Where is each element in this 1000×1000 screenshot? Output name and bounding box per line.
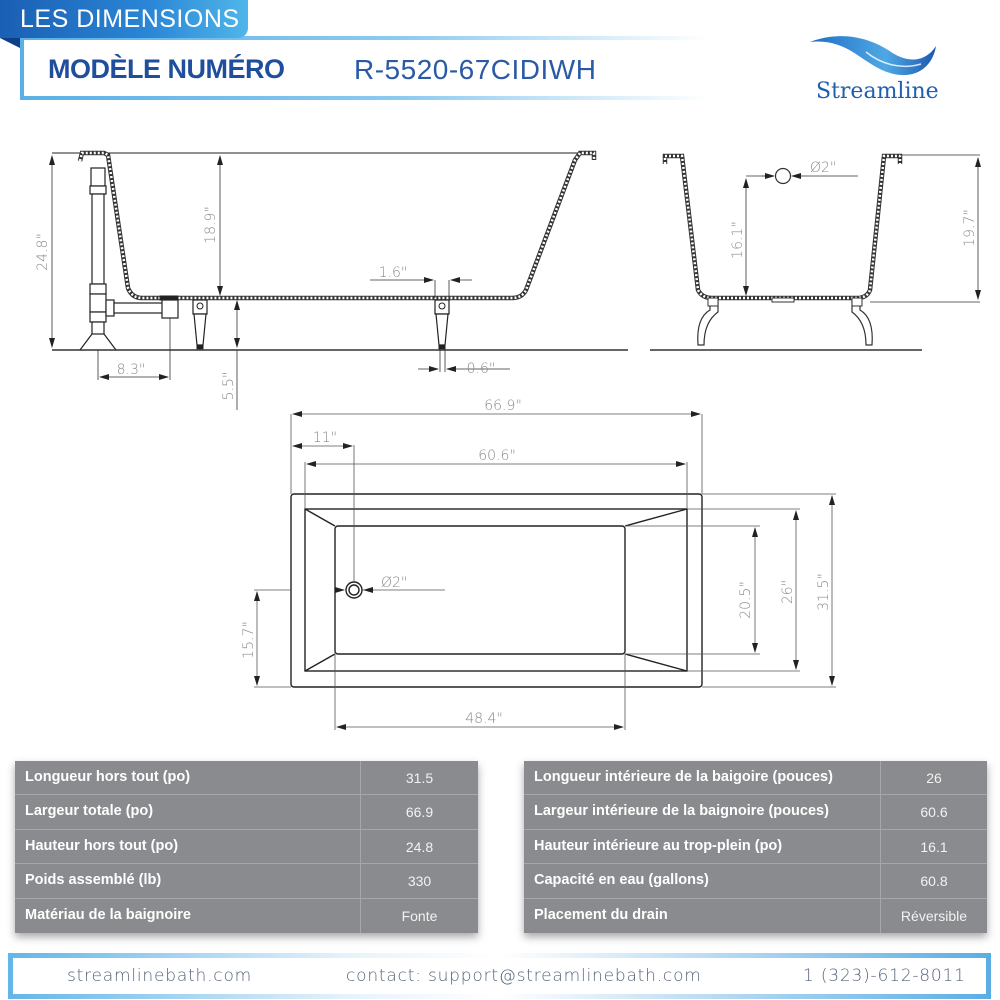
model-label: MODÈLE NUMÉRO <box>48 54 285 84</box>
dim-drain-diameter: Ø2" <box>381 575 408 591</box>
table-row <box>524 864 987 898</box>
spec-label: Placement du drain <box>524 899 881 933</box>
table-row <box>524 899 987 933</box>
dim-drain-from-end: 11" <box>312 430 338 446</box>
brand-name: Streamline <box>816 79 939 104</box>
spec-label: Longueur hors tout (po) <box>15 761 361 794</box>
dim-interior-width: 26" <box>780 579 796 605</box>
dim-overall-length: 66.9" <box>484 398 522 414</box>
table-row <box>15 761 478 795</box>
dim-drain-offset: 8.3" <box>116 362 146 378</box>
side-view-drawing <box>52 153 628 350</box>
dim-tub-height: 19.7" <box>962 209 978 247</box>
support-email-link[interactable]: contact: support@streamlinebath.com <box>346 966 702 986</box>
phone-number[interactable]: 1 (323)-612-8011 <box>803 966 966 986</box>
model-number: R-5520-67CIDIWH <box>354 54 597 85</box>
spec-label: Hauteur hors tout (po) <box>15 830 361 863</box>
spec-value: 24.8 <box>405 838 434 855</box>
table-row <box>15 795 478 829</box>
table-row <box>15 830 478 864</box>
spec-value: 60.6 <box>920 804 948 821</box>
spec-label: Capacité en eau (gallons) <box>524 864 881 897</box>
dim-overall-width: 31.5" <box>816 573 832 611</box>
spec-label: Longueur intérieure de la baigoire (pouces) <box>524 761 881 794</box>
dim-overall-height: 24.8" <box>35 233 51 271</box>
spec-value: 16.1 <box>920 838 948 855</box>
spec-label: Largeur totale (po) <box>15 795 361 828</box>
table-row <box>15 899 478 933</box>
spec-label: Matériau de la baignoire <box>15 899 361 933</box>
end-view-drawing <box>650 156 922 350</box>
dim-foot-width: 1.6" <box>378 265 408 281</box>
table-row <box>524 830 987 864</box>
spec-value: 31.5 <box>405 770 434 786</box>
table-row <box>15 864 478 898</box>
top-view-dimensions <box>254 414 836 730</box>
spec-table-interior <box>524 761 987 933</box>
spec-label: Largeur intérieure de la baignoire (pouces) <box>524 795 881 828</box>
dim-floor-interior-width: 20.5" <box>738 581 754 619</box>
tab-fold-decoration <box>0 38 20 48</box>
spec-label: Poids assemblé (lb) <box>15 864 361 897</box>
spec-value: 66.9 <box>405 804 434 821</box>
dim-drain-from-side: 15.7" <box>241 621 257 659</box>
dim-floor-clearance: 5.5" <box>221 371 237 401</box>
spec-value: 330 <box>407 873 432 890</box>
top-view-drawing <box>291 494 702 687</box>
spec-table-overall <box>15 761 478 933</box>
spec-value: Réversible <box>900 907 968 924</box>
dim-interior-length: 60.6" <box>478 448 516 464</box>
dim-overflow-diameter: Ø2" <box>810 160 837 176</box>
dim-interior-depth: 18.9" <box>203 206 219 244</box>
contact-footer <box>8 953 991 999</box>
table-row <box>524 795 987 829</box>
dim-overflow-height: 16.1" <box>730 221 746 259</box>
website-link[interactable]: streamlinebath.com <box>67 966 253 986</box>
spec-value: 60.8 <box>920 873 948 890</box>
table-row <box>524 761 987 795</box>
dim-floor-length: 48.4" <box>465 711 503 727</box>
section-tab-les-dimensions: LES DIMENSIONS <box>0 0 248 38</box>
spec-label: Hauteur intérieure au trop-plein (po) <box>524 830 881 863</box>
spec-value: 26 <box>926 770 942 786</box>
dim-foot-base: 0.6" <box>466 361 496 377</box>
spec-value: Fonte <box>401 907 438 924</box>
